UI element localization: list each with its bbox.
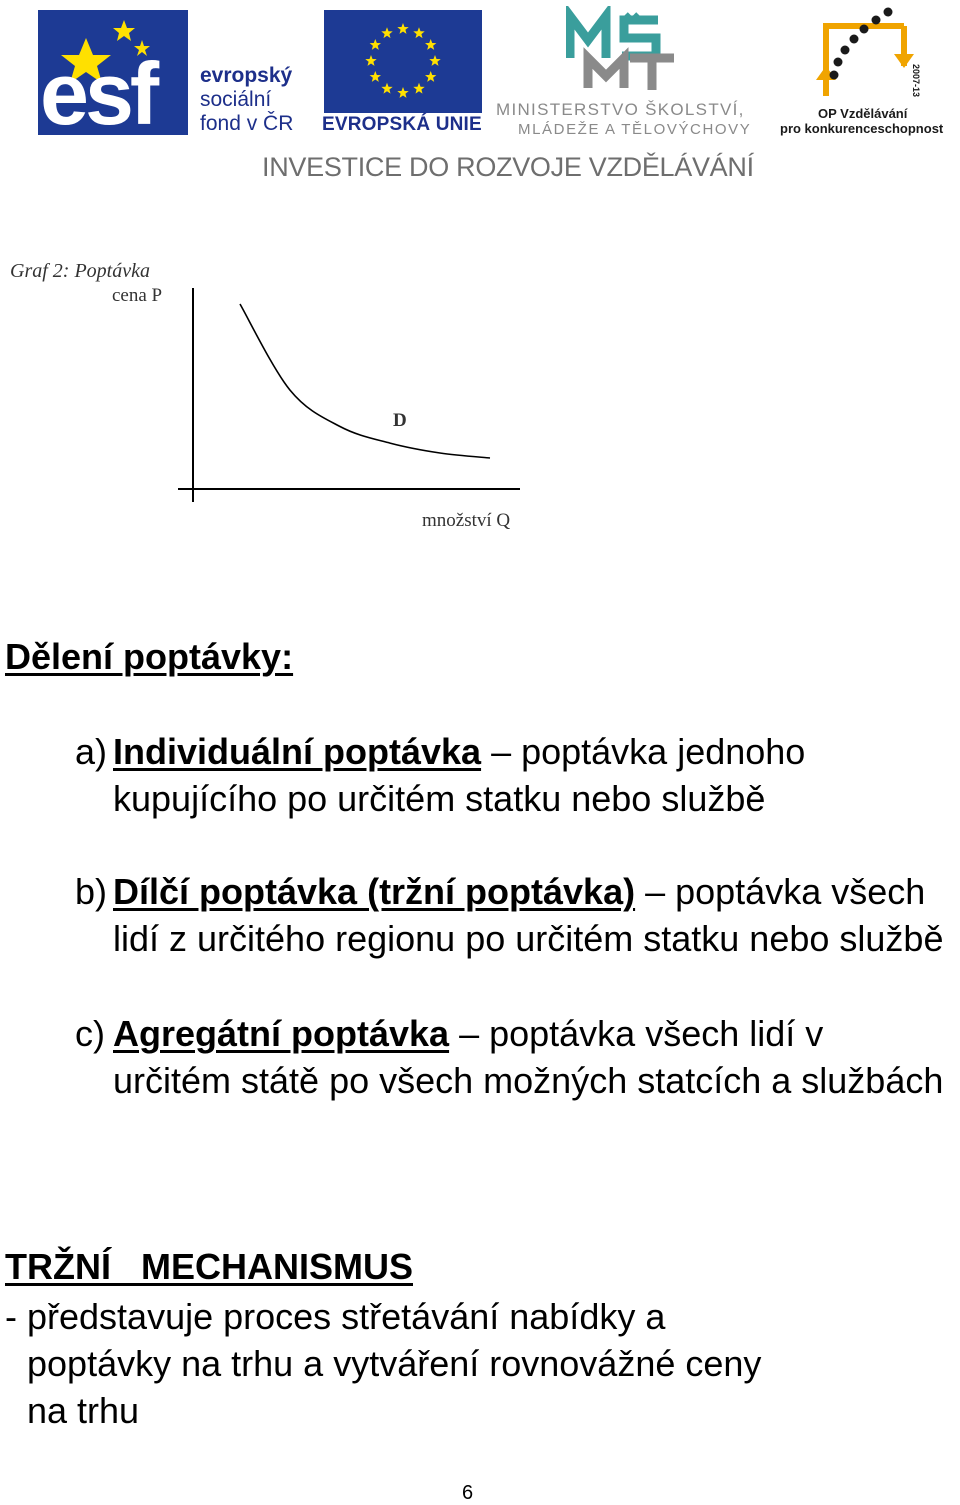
esf-line1: evropský bbox=[200, 64, 293, 87]
list-item-marker: c) bbox=[75, 1013, 105, 1054]
eu-label: EVROPSKÁ UNIE bbox=[322, 114, 482, 135]
list-item-term: Dílčí poptávka (tržní poptávka) bbox=[113, 871, 636, 912]
msmt-logo bbox=[496, 6, 772, 141]
esf-line3: fond v ČR bbox=[200, 112, 294, 135]
esf-logo bbox=[38, 10, 318, 143]
op-badge: 2007-13 bbox=[911, 64, 921, 98]
page-number: 6 bbox=[462, 1482, 474, 1504]
list-item-text: – poptávka všech lidí z určitého regionu po určitém statku nebo službě bbox=[113, 871, 944, 959]
section1-heading: Dělení poptávky: bbox=[5, 636, 294, 677]
op-line1: OP Vzdělávání bbox=[818, 106, 908, 121]
op-line2: pro konkurenceschopnost bbox=[780, 121, 944, 136]
eu-flag-icon bbox=[324, 10, 482, 113]
graph-y-label: cena P bbox=[112, 285, 163, 306]
op-logo-icon bbox=[812, 6, 924, 106]
graph-title: Graf 2: Poptávka bbox=[10, 260, 150, 282]
graph-plot bbox=[170, 280, 530, 510]
esf-line2: sociální bbox=[200, 88, 272, 111]
list-item-a bbox=[75, 728, 945, 822]
header-tagline: INVESTICE DO ROZVOJE VZDĚLÁVÁNÍ bbox=[262, 152, 754, 182]
demand-curve bbox=[240, 304, 490, 458]
esf-wordmark: esf bbox=[40, 44, 156, 143]
section2-heading: TRŽNÍ MECHANISMUS bbox=[5, 1246, 413, 1287]
list-item-text: – poptávka všech lidí v určitém státě po všech možných statcích a službách bbox=[113, 1013, 944, 1101]
list-item-marker: b) bbox=[75, 871, 108, 912]
msmt-line2: MLÁDEŽE A TĚLOVÝCHOVY bbox=[518, 121, 752, 138]
section2-line3: na trhu bbox=[27, 1390, 140, 1431]
list-item-text: – poptávka jednoho kupujícího po určitém statku nebo službě bbox=[113, 731, 806, 819]
msmt-line1: MINISTERSTVO ŠKOLSTVÍ, bbox=[496, 100, 745, 119]
eu-logo bbox=[322, 10, 484, 138]
list-item-c bbox=[75, 1010, 945, 1104]
graph-x-label: množství Q bbox=[422, 510, 511, 531]
msmt-monogram-icon bbox=[566, 6, 706, 96]
list-item-term: Agregátní poptávka bbox=[113, 1013, 450, 1054]
section2-line1: - představuje proces střetávání nabídky a bbox=[5, 1296, 666, 1337]
list-item-b bbox=[75, 868, 945, 962]
list-item-term: Individuální poptávka bbox=[113, 731, 482, 772]
graph-curve-label: D bbox=[393, 410, 407, 431]
op-logo bbox=[780, 6, 956, 138]
list-item-marker: a) bbox=[75, 731, 108, 772]
section2-line2: poptávky na trhu a vytváření rovnovážné ceny bbox=[27, 1343, 762, 1384]
